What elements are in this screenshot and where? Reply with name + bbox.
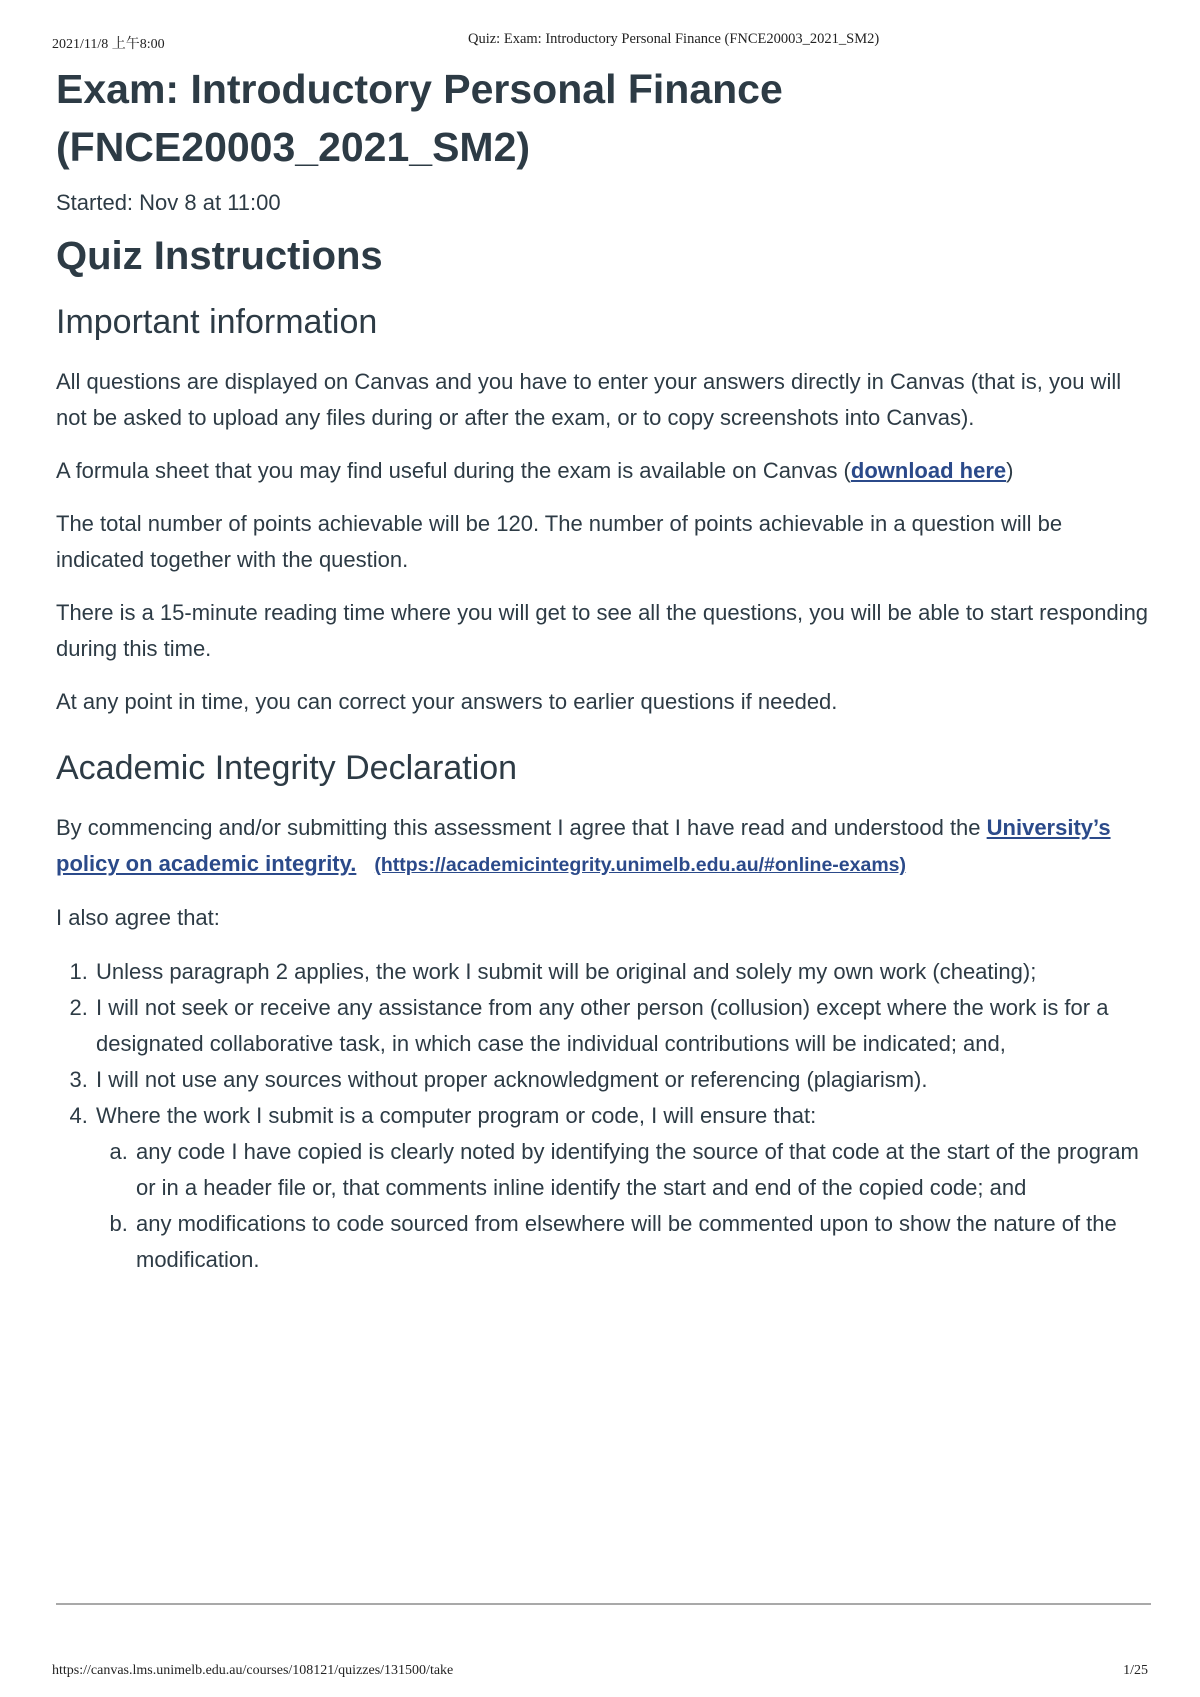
important-paragraph-1: All questions are displayed on Canvas and you have to enter your answers directly in Canvas (that is, you will not be asked to upload any files during or after the exam, or to copy screenshots into Canvas). [56,369,1122,430]
agreement-item: 3. I will not use any sources without proper acknowledgment or referencing (plagiarism). [94,1062,1151,1098]
agreement-list [56,954,1151,1278]
important-information-heading: Important information [56,303,378,341]
reading-time-paragraph: There is a 15-minute reading time where you will get to see all the questions, you will be able to start responding during this time. [56,600,1149,661]
quiz-content [56,60,1151,1278]
print-header [52,30,1148,50]
print-date: 2021/11/8 上午8:00 [52,37,165,52]
academic-integrity-url-link[interactable]: (https://academicintegrity.unimelb.edu.au/#online-exams) [374,854,907,876]
integrity-intro-text: By commencing and/or submitting this assessment I agree that I have read and understood the [56,815,987,840]
print-document-title: Quiz: Exam: Introductory Personal Finance (FNCE20003_2021_SM2) [468,31,880,47]
code-agreement-item: b. any modifications to code sourced from elsewhere will be commented upon to show the nature of the modification. [134,1206,1151,1278]
formula-sheet-text: A formula sheet that you may find useful during the exam is available on Canvas ( [56,458,851,483]
download-formula-sheet-link[interactable]: download here [850,458,1007,483]
agreement-item: 2. I will not seek or receive any assistance from any other person (collusion) except where the work is for a designated collaborative task, in which case the individual contributions will be indicated; and, [94,990,1151,1062]
footer-divider [56,1603,1151,1605]
formula-sheet-paragraph [56,453,1151,489]
also-agree-text: I also agree that: [56,905,220,930]
print-footer [52,1663,1148,1683]
exam-title [56,60,1151,176]
exam-title-line2: (FNCE20003_2021_SM2) [56,124,531,170]
exam-title-line1: Exam: Introductory Personal Finance [56,66,783,112]
started-time: Started: Nov 8 at 11:00 [56,190,281,215]
print-page-number: 1/25 [1123,1663,1148,1678]
formula-sheet-close-paren: ) [1006,458,1014,483]
code-agreement-item: a. any code I have copied is clearly noted by identifying the source of that code at the start of the program or in a header file or, that comments inline identify the start and end of the copied code; and [134,1134,1151,1206]
correct-answers-paragraph: At any point in time, you can correct your answers to earlier questions if needed. [56,689,838,714]
agreement-item [94,1098,1151,1278]
academic-integrity-heading: Academic Integrity Declaration [56,749,518,787]
quiz-instructions-heading: Quiz Instructions [56,234,383,278]
agreement-item-text: Where the work I submit is a computer program or code, I will ensure that: [96,1103,817,1128]
points-paragraph: The total number of points achievable will be 120. The number of points achievable in a question will be indicated together with the question. [56,511,1063,572]
print-page-url: https://canvas.lms.unimelb.edu.au/courses/108121/quizzes/131500/take [52,1663,454,1678]
agreement-item: 1. Unless paragraph 2 applies, the work I submit will be original and solely my own work (cheating); [94,954,1151,990]
academic-integrity-policy-link[interactable]: University’s policy on academic integrity. [56,815,1111,876]
integrity-intro-paragraph [56,810,1151,883]
code-agreement-sublist [96,1134,1151,1278]
